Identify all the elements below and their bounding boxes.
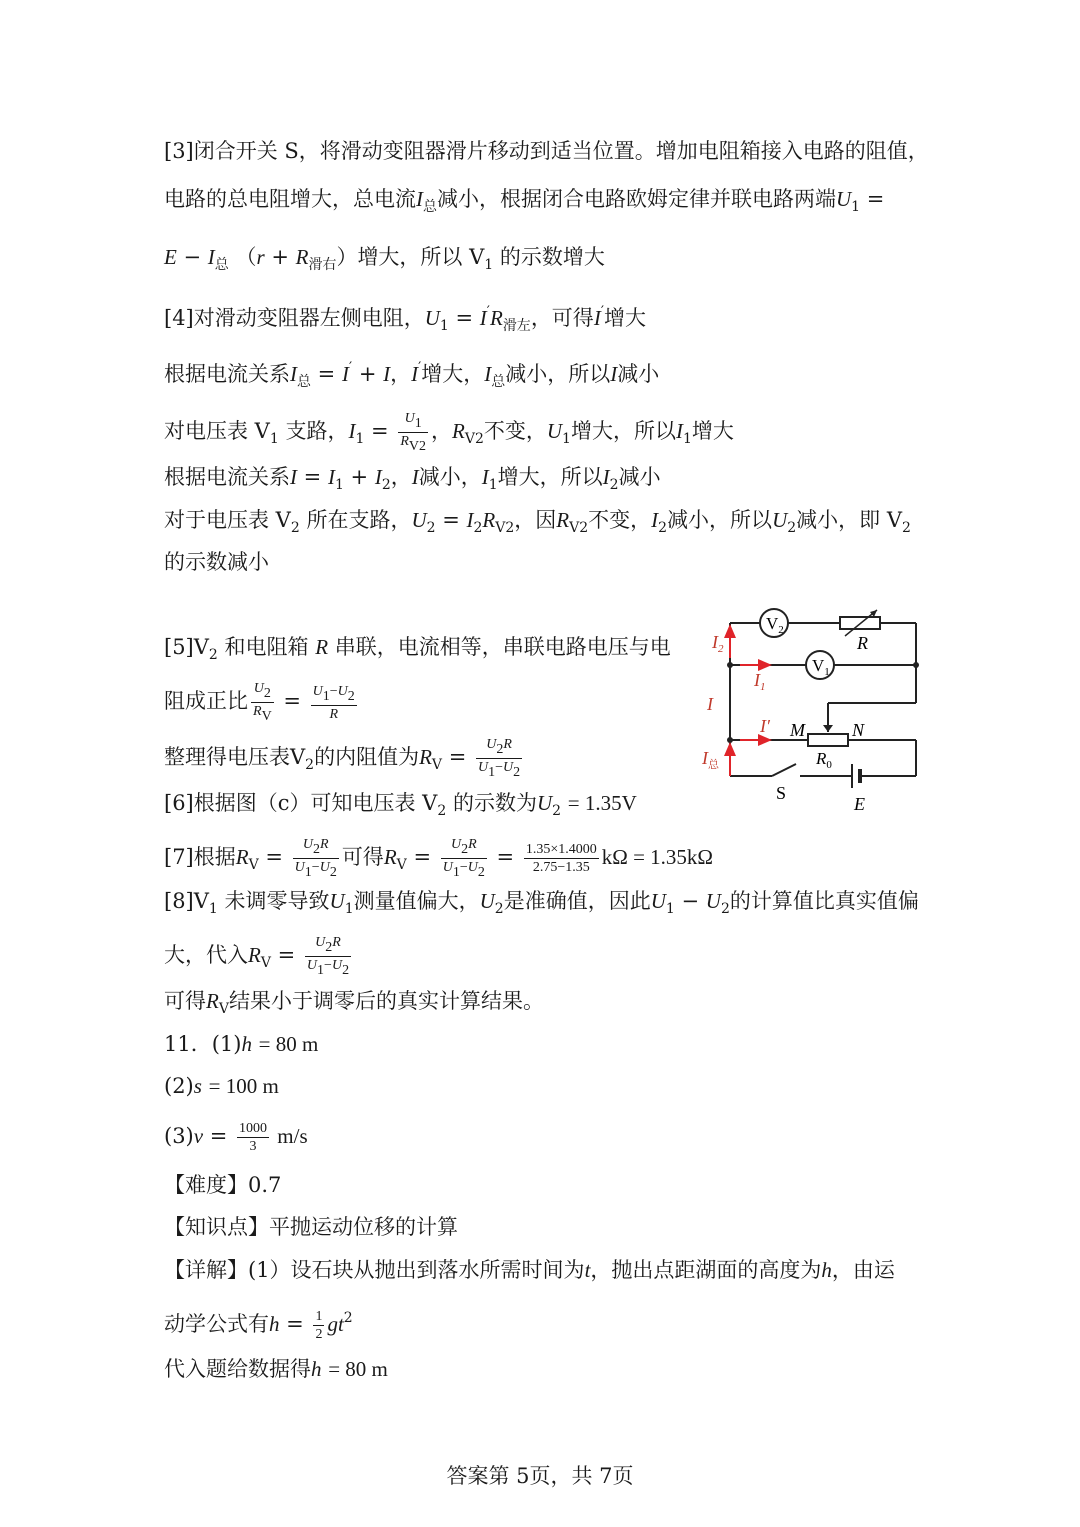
text-line-14: [7]根据$R_V$ = $\frac{U2R}{U1-U2}$ 可得$R_V$ = $\frac{U2R}{U1-U2}$ = $\frac{1.35\times 1.4000}{2.75-1.35}$ kΩ = 1.35kΩ <box>164 837 714 880</box>
text-line-15: $[8]V_1$ 未调零导致$U_1$测量值偏大，$U_2$是准确值，因此$U_1 - U_2$的计算值比真实值偏 <box>164 889 919 917</box>
text-line-7: 根据电流关系$I = I_1 + I_2$，I减小，$I_1$增大，所以$I_2$减小 <box>164 465 661 493</box>
knowledge-point-line: 【知识点】平抛运动位移的计算 <box>164 1215 458 1239</box>
v2-label: $V_2$ <box>766 614 784 636</box>
i2-label: $I_2$ <box>712 632 724 655</box>
i1-label: $I_1$ <box>754 670 766 693</box>
answer-11-2: (2)s = 100 m <box>164 1074 279 1098</box>
detail-line-3: 代入题给数据得h = 80 m <box>164 1357 388 1381</box>
r-label: R <box>857 633 868 653</box>
text-line-3: $E - I_总$ $(r + R_{滑右})$增大，所以 $V_1$ 的示数增大 <box>164 245 605 273</box>
text-line-11: 阻成正比 $\frac{U2}{RV}$ = $\frac{U1-U2}{R}$ <box>164 681 355 724</box>
answer-11-3: (3)v = $\frac{1000}{3}$ m/s <box>164 1121 308 1154</box>
text-line-4: [4]对滑动变阻器左侧电阻，$U_1 = I'R_{滑左}$，可得I′增大 <box>164 304 646 334</box>
i-prime-label: I′ <box>760 716 770 736</box>
answer-11-1: 11．(1)h = 80 m <box>164 1032 319 1056</box>
text-line-6: 对电压表 $V_1$ 支路，$I_1$ = $\frac{U1}{RV2}$ ，$R_{V2}$不变，$U_1$增大，所以$I_1$增大 <box>164 411 734 454</box>
circuit-diagram <box>700 598 930 823</box>
itotal-label: $I_总$ <box>702 748 719 771</box>
s-label: S <box>776 783 787 803</box>
e-label: E <box>854 794 865 814</box>
text-line-5: 根据电流关系$I_总 = I' + I$，I′增大，$I_总$减小，所以I减小 <box>164 360 660 390</box>
m-label: M <box>790 720 805 740</box>
page-footer: 答案第 5页，共 7页 <box>446 1464 634 1488</box>
text-line-9: 的示数减小 <box>164 550 269 574</box>
n-label: N <box>852 720 865 740</box>
text-line-16: 大，代入$R_V$ = $\frac{U2R}{U1-U2}$ <box>164 935 350 978</box>
text-line-1: [3]闭合开关 S，将滑动变阻器滑片移动到适当位置。增加电阻箱接入电路的阻值， <box>164 139 929 163</box>
text-line-2: 电路的总电阻增大，总电流$I_总$减小，根据闭合电路欧姆定律并联电路两端$U_1$ = <box>164 187 885 215</box>
text-line-13: [6]根据图（c）可知电压表 $V_2$ 的示数为$U_2 = 1.35V$ <box>164 791 637 819</box>
r0-label: $R_0$ <box>816 749 832 771</box>
text-line-12: 整理得电压表$V_2$的内阻值为$R_V$ = $\frac{U2R}{U1-U2}$ <box>164 737 521 780</box>
detail-line-2: 动学公式有h = $\frac{1}{2}$ $gt^2$ <box>164 1309 353 1342</box>
text-line-17: 可得$R_V$结果小于调零后的真实计算结果。 <box>164 989 544 1017</box>
i-label: I <box>707 694 713 714</box>
text-line-10: $[5]V_2$ 和电阻箱 R 串联，电流相等，串联电路电压与电 <box>164 635 671 663</box>
v1-label: $V_1$ <box>812 656 830 678</box>
difficulty-line: 【难度】0.7 <box>164 1173 282 1197</box>
text-line-8: 对于电压表 $V_2$ 所在支路，$U_2 = I_2R_{V2}$，因$R_{V2}$不变，$I_2$减小，所以$U_2$减小，即 $V_2$ <box>164 508 911 536</box>
detail-line-1: 【详解】(1）设石块从抛出到落水所需时间为t，抛出点距湖面的高度为h，由运 <box>164 1258 895 1282</box>
